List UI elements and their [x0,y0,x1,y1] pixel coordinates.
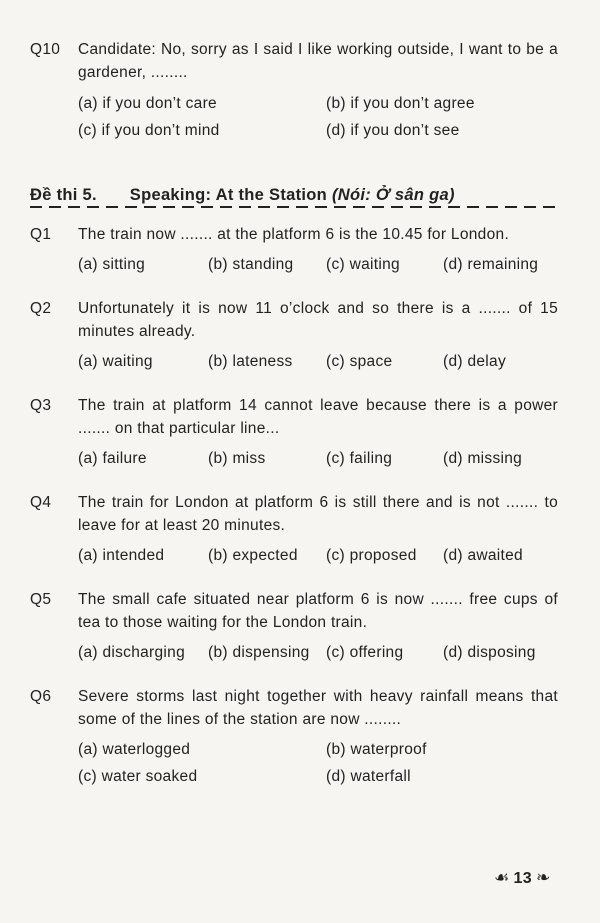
option-c: (c) if you don’t mind [78,122,220,139]
option-b: (b) lateness [208,353,293,370]
question-number: Q4 [30,494,52,511]
option-c: (c) failing [326,450,393,467]
option-a: (a) waiting [78,353,153,370]
question-number: Q6 [30,688,52,705]
option-a: (a) failure [78,450,147,467]
left-ornament-icon: ☙ [494,868,510,887]
option-d: (d) delay [443,353,507,370]
option-c: (c) waiting [326,256,400,273]
question-text: The small cafe situated near platform 6 is now ....... free cups of tea to those waiting for the London train. [78,591,558,631]
option-d: (d) missing [443,450,523,467]
question-number: Q1 [30,226,52,243]
section-label: Đề thi 5. [30,186,97,204]
heading-dashed-underline [30,206,560,208]
option-d: (d) remaining [443,256,539,273]
question-number: Q2 [30,300,52,317]
option-c: (c) offering [326,644,404,661]
option-b: (b) dispensing [208,644,310,661]
question-number: Q10 [30,41,61,58]
option-d: (d) if you don’t see [326,122,460,139]
option-d: (d) waterfall [326,768,411,785]
option-c: (c) water soaked [78,768,198,785]
option-a: (a) waterlogged [78,741,191,758]
option-a: (a) sitting [78,256,146,273]
option-b: (b) standing [208,256,294,273]
page-number: 13 [513,870,532,887]
option-d: (d) awaited [443,547,523,564]
section-subtitle: (Nói: Ở sân ga) [331,186,455,204]
question-text: The train at platform 14 cannot leave because there is a power ....... on that particular line... [78,397,558,437]
option-d: (d) disposing [443,644,536,661]
option-c: (c) proposed [326,547,417,564]
option-a: (a) if you don’t care [78,95,217,112]
right-ornament-icon: ❧ [535,868,551,887]
option-b: (b) if you don’t agree [326,95,475,112]
question-text: Candidate: No, sorry as I said I like working outside, I want to be a gardener, ........ [78,41,558,81]
option-a: (a) discharging [78,644,186,661]
question-text: Severe storms last night together with heavy rainfall means that some of the lines of the station are now ........ [78,688,558,728]
option-b: (b) waterproof [326,741,427,758]
question-text: The train now ....... at the platform 6 is the 10.45 for London. [78,226,510,243]
option-a: (a) intended [78,547,165,564]
option-b: (b) miss [208,450,266,467]
page-footer [494,868,551,889]
option-b: (b) expected [208,547,298,564]
question-number: Q3 [30,397,52,414]
question-text: The train for London at platform 6 is still there and is not ....... to leave for at least 20 minutes. [78,494,558,534]
question-number: Q5 [30,591,52,608]
option-c: (c) space [326,353,393,370]
section-heading [30,184,560,206]
section-title: Speaking: At the Station [129,186,328,204]
question-text: Unfortunately it is now 11 o’clock and so there is a ....... of 15 minutes already. [78,300,558,340]
